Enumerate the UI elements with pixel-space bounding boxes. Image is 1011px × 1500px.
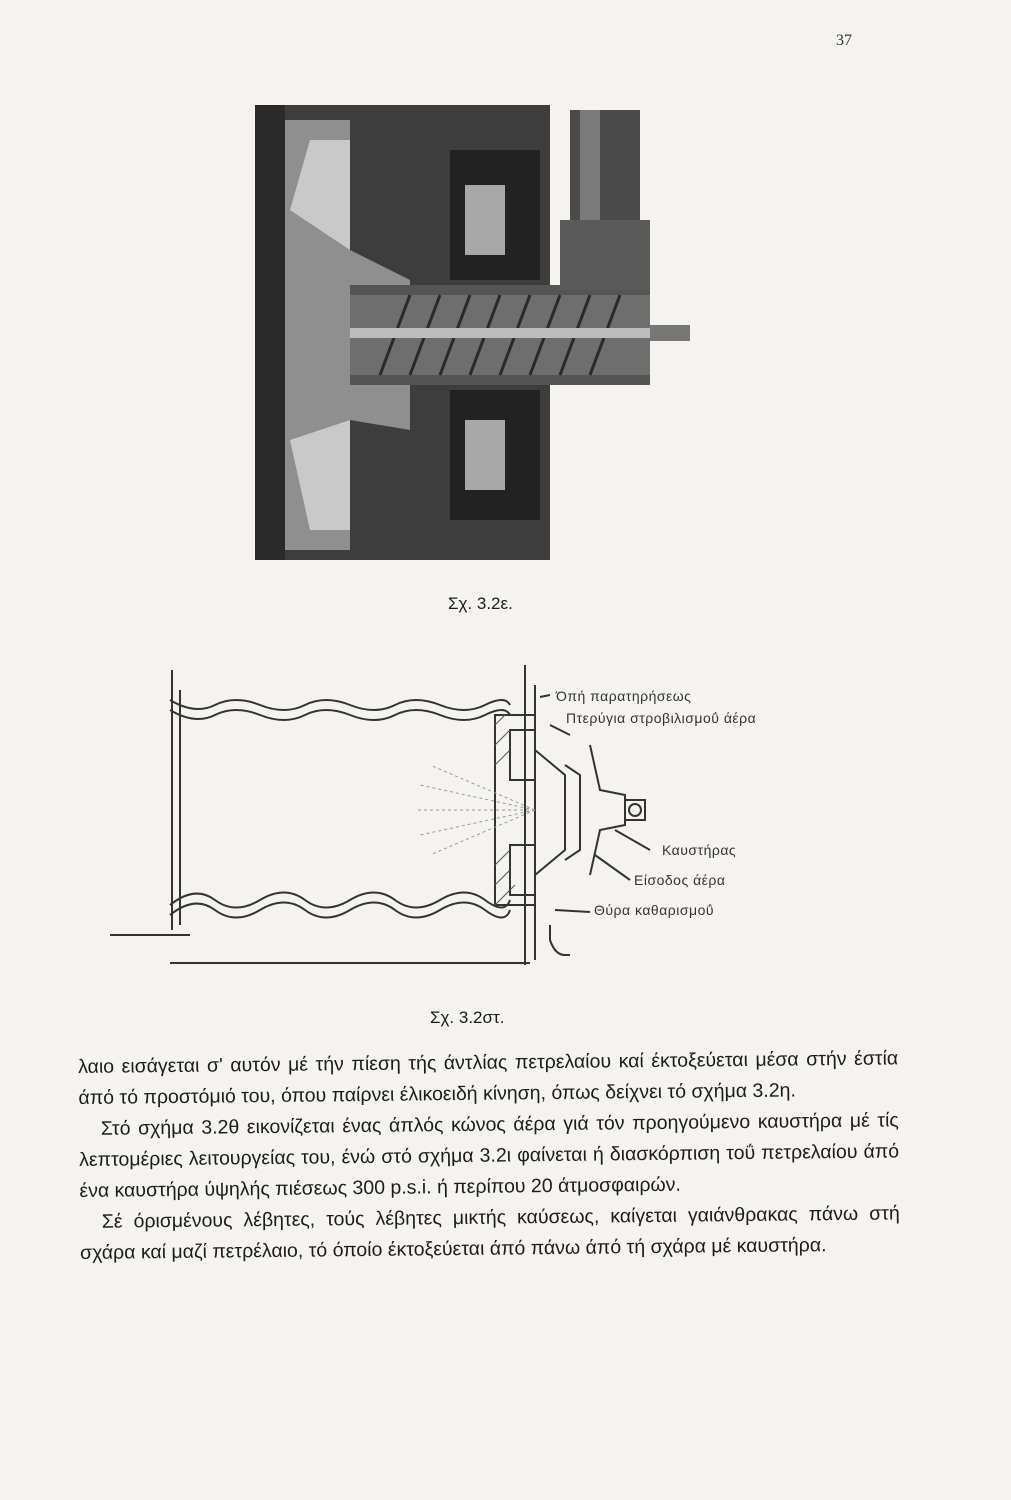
page-number: 37 <box>836 32 852 49</box>
burner-line-drawing <box>110 655 890 970</box>
label-cleaning-door: Θύρα καθαρισμοΰ <box>594 902 715 918</box>
figure-caption-3-2st: Σχ. 3.2στ. <box>430 1008 505 1027</box>
paragraph-2: Στό σχήμα 3.2θ εικονίζεται ένας άπλός κώνος άέρα γιά τόν προηγούμενο καυστήρα μέ τίς λεπτομέριες λειτουργείας του, ένώ στό σχήμα 3.2ι φαίνεται ή διασκόρπιση τοΰ πετρελαίου άπό ένα καυστήρα ύψηλής πιέσεως 300 p.s.i. ή περίπου 20 άτμοσφαιρών. <box>79 1109 900 1202</box>
burner-section-photo <box>250 100 690 570</box>
body-text <box>78 1043 900 1269</box>
paragraph-1: λαιο εισάγεται σ' αυτόν μέ τήν πίεση τής άντλίας πετρελαίου καί έκτοξεύεται μέσα στήν έστία άπό τό προστόμιό του, όπου παίρνει έλικοειδή κίνηση, όπως δείχνει τό σχήμα 3.2η. <box>78 1047 899 1109</box>
figure-caption-3-2e: Σχ. 3.2ε. <box>448 594 513 613</box>
label-burner: Καυστήρας <box>662 842 737 858</box>
paragraph-3: Σέ όρισμένους λέβητες, τούς λέβητες μικτής καύσεως, καίγεται γαιάνθρακας πάνω στή σχάρα καί μαζί πετρέλαιο, τό όποίο έκτοξεύεται άπό πάνω άπό τή σχάρα μέ καυστήρα. <box>79 1202 900 1264</box>
label-observation-hole: Όπή παρατηρήσεως <box>556 688 692 704</box>
label-air-inlet: Είσοδος άέρα <box>634 872 726 888</box>
label-air-swirl-vanes: Πτερύγια στροβιλισμοΰ άέρα <box>566 710 757 726</box>
